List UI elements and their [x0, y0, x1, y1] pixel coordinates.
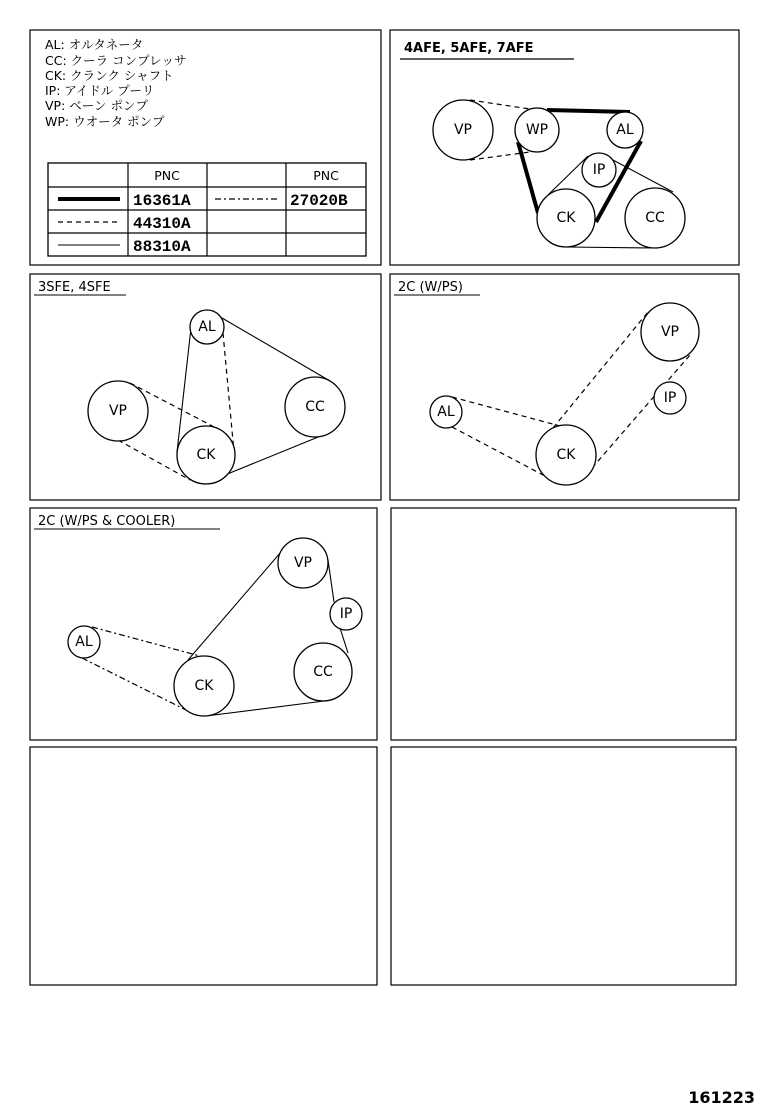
- pulley-vp: VP: [453, 122, 473, 138]
- pulley-ip: IP: [339, 606, 353, 622]
- pulley-vp: VP: [108, 403, 128, 419]
- diagram-3sfe: [34, 280, 345, 484]
- panel-title: 2C (W/PS): [398, 280, 463, 295]
- pulley-cc: CC: [645, 210, 665, 226]
- diagram-4afe: [400, 41, 685, 248]
- abbr-cc: CC: クーラ コンプレッサ: [45, 53, 187, 68]
- pulley-vp: VP: [660, 324, 680, 340]
- pulley-ck: CK: [194, 678, 214, 694]
- panel-title: 2C (W/PS & COOLER): [38, 514, 176, 529]
- pulley-vp: VP: [293, 555, 313, 571]
- pulley-al: AL: [198, 319, 216, 335]
- panel-title: 4AFE, 5AFE, 7AFE: [404, 41, 534, 56]
- empty-panel: [30, 747, 377, 985]
- pnc-header: PNC: [313, 168, 339, 183]
- empty-panel: [391, 508, 736, 740]
- pnc-value: 88310A: [133, 238, 191, 256]
- pulley-ck: CK: [556, 210, 576, 226]
- pulley-cc: CC: [305, 399, 325, 415]
- pulley-cc: CC: [313, 664, 333, 680]
- abbreviation-list: [45, 37, 187, 129]
- abbr-wp: WP: ウオータ ポンプ: [45, 114, 165, 129]
- abbr-ip: IP: アイドル プーリ: [45, 83, 155, 98]
- pnc-value: 27020B: [290, 192, 348, 210]
- pulley-al: AL: [437, 404, 455, 420]
- abbr-al: AL: オルタネータ: [45, 37, 144, 52]
- diagram-2c-ps-cooler: [34, 514, 362, 716]
- pnc-header: PNC: [154, 168, 180, 183]
- pulley-al: AL: [75, 634, 93, 650]
- pulley-ck: CK: [556, 447, 576, 463]
- abbr-ck: CK: クランク シャフト: [45, 68, 174, 83]
- pulley-al: AL: [616, 122, 634, 138]
- pulley-wp: WP: [525, 122, 549, 138]
- diagram-2c-ps: [394, 280, 699, 485]
- empty-panel: [391, 747, 736, 985]
- panel-title: 3SFE, 4SFE: [38, 280, 111, 295]
- drawing-code: 161223: [688, 1088, 755, 1107]
- pnc-table: [48, 163, 366, 256]
- pnc-value: 44310A: [133, 215, 191, 233]
- abbr-vp: VP: ベーン ポンプ: [45, 98, 148, 113]
- pnc-value: 16361A: [133, 192, 191, 210]
- pulley-ip: IP: [592, 162, 606, 178]
- pulley-ck: CK: [196, 447, 216, 463]
- pulley-ip: IP: [663, 390, 677, 406]
